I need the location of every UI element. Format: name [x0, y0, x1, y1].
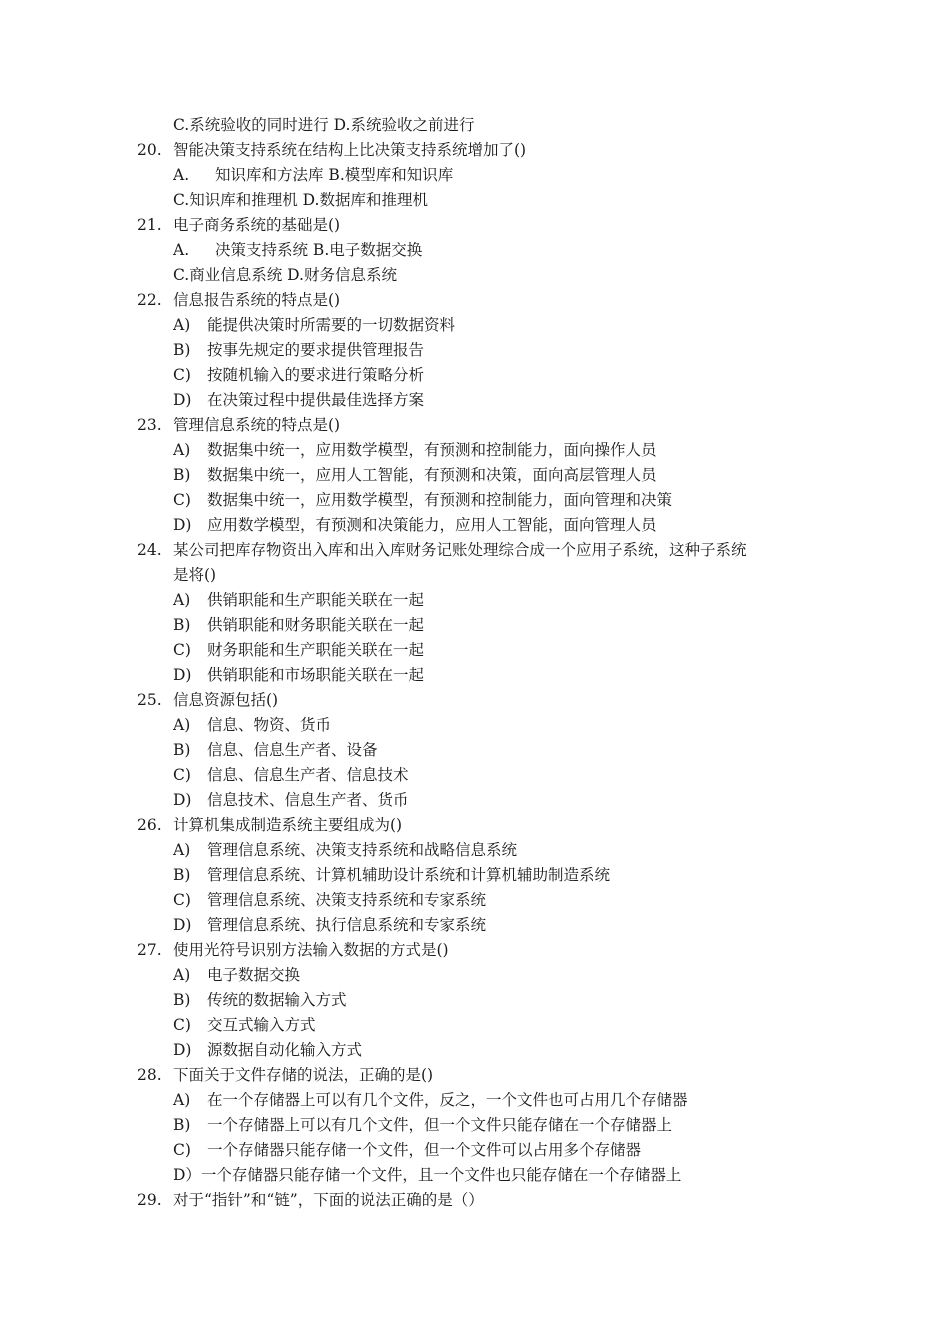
option-line: [0, 888, 950, 913]
option-letter: D): [173, 791, 192, 809]
option-line: [0, 388, 950, 413]
option-line: [0, 263, 950, 288]
option-line: [0, 1088, 950, 1113]
question-line: [0, 138, 950, 163]
option-line: [0, 763, 950, 788]
option-letter: A): [173, 716, 191, 734]
option-text: 一个存储器上可以有几个文件，但一个文件只能存储在一个存储器上: [207, 1116, 673, 1134]
option-letter: A): [173, 316, 191, 334]
option-line: [0, 363, 950, 388]
question-line: [0, 1063, 950, 1088]
option-text: 电子数据交换: [207, 966, 301, 984]
question-text: 下面关于文件存储的说法，正确的是(): [173, 1066, 434, 1084]
question-list: [0, 113, 950, 1213]
question-text: 使用光符号识别方法输入数据的方式是(): [173, 941, 449, 959]
option-text: 数据集中统一，应用数学模型，有预测和控制能力，面向操作人员: [207, 441, 657, 459]
option-letter: C): [173, 366, 191, 384]
option-letter: A.: [173, 166, 190, 184]
option-text: 按事先规定的要求提供管理报告: [207, 341, 425, 359]
option-letter: A.: [173, 241, 190, 259]
option-text: 供销职能和市场职能关联在一起: [207, 666, 425, 684]
option-line: [0, 188, 950, 213]
option-text: 管理信息系统、计算机辅助设计系统和计算机辅助制造系统: [207, 866, 611, 884]
option-letter: C): [173, 491, 191, 509]
option-text: 应用数学模型，有预测和决策能力，应用人工智能，面向管理人员: [207, 516, 657, 534]
option-text: 交互式输入方式: [207, 1016, 316, 1034]
option-letter: A): [173, 1091, 191, 1109]
option-line: [0, 863, 950, 888]
option-letter: C): [173, 1141, 191, 1159]
question-number: 27.: [137, 941, 162, 959]
option-line: [0, 488, 950, 513]
option-line: [0, 338, 950, 363]
option-letter: C): [173, 1016, 191, 1034]
question-text: 对于“指针”和“链”，下面的说法正确的是（）: [173, 1191, 484, 1209]
question-text: 智能决策支持系统在结构上比决策支持系统增加了(): [173, 141, 527, 159]
option-line: [0, 788, 950, 813]
option-line: [0, 163, 950, 188]
option-letter: B): [173, 466, 191, 484]
question-number: 26.: [137, 816, 162, 834]
option-letter: D): [173, 916, 192, 934]
option-letter: B): [173, 866, 191, 884]
question-continuation: [0, 563, 950, 588]
option-line: [0, 638, 950, 663]
option-text: C.知识库和推理机 D.数据库和推理机: [173, 191, 428, 209]
option-letter: D): [173, 666, 192, 684]
option-text: 在一个存储器上可以有几个文件，反之，一个文件也可占用几个存储器: [207, 1091, 688, 1109]
question-text: 计算机集成制造系统主要组成为(): [173, 816, 403, 834]
question-text: 管理信息系统的特点是(): [173, 416, 341, 434]
option-text: 决策支持系统 B.电子数据交换: [215, 241, 423, 259]
option-line: [0, 588, 950, 613]
option-line: [0, 713, 950, 738]
option-line: [0, 613, 950, 638]
option-line: [0, 913, 950, 938]
option-text: 信息技术、信息生产者、货币: [207, 791, 409, 809]
option-text: 信息、信息生产者、信息技术: [207, 766, 409, 784]
option-letter: A): [173, 591, 191, 609]
option-text: 财务职能和生产职能关联在一起: [207, 641, 425, 659]
option-letter: D): [173, 516, 192, 534]
option-text: 数据集中统一，应用数学模型，有预测和控制能力，面向管理和决策: [207, 491, 673, 509]
option-text: 供销职能和生产职能关联在一起: [207, 591, 425, 609]
option-letter: C): [173, 891, 191, 909]
option-line: [0, 663, 950, 688]
option-letter: B): [173, 616, 191, 634]
option-line: [0, 1038, 950, 1063]
question-line: [0, 413, 950, 438]
question-text: 是将(): [173, 566, 217, 584]
question-line: [0, 938, 950, 963]
option-text: C.系统验收的同时进行 D.系统验收之前进行: [173, 116, 475, 134]
question-text: 信息报告系统的特点是(): [173, 291, 341, 309]
option-text: 一个存储器只能存储一个文件，但一个文件可以占用多个存储器: [207, 1141, 642, 1159]
option-text: 管理信息系统、执行信息系统和专家系统: [207, 916, 487, 934]
option-letter: B): [173, 1116, 191, 1134]
option-text: 信息、信息生产者、设备: [207, 741, 378, 759]
option-line: [0, 238, 950, 263]
option-letter: D): [173, 391, 192, 409]
question-line: [0, 1188, 950, 1213]
option-line: [0, 1013, 950, 1038]
option-letter: B): [173, 991, 191, 1009]
option-text: 管理信息系统、决策支持系统和战略信息系统: [207, 841, 518, 859]
option-text: 能提供决策时所需要的一切数据资料: [207, 316, 456, 334]
option-letter: D): [173, 1041, 192, 1059]
option-text: 传统的数据输入方式: [207, 991, 347, 1009]
question-line: [0, 213, 950, 238]
option-line: [0, 1138, 950, 1163]
question-number: 23.: [137, 416, 162, 434]
option-line: [0, 738, 950, 763]
option-text: 供销职能和财务职能关联在一起: [207, 616, 425, 634]
option-letter: A): [173, 966, 191, 984]
option-text: D）一个存储器只能存储一个文件，且一个文件也只能存储在一个存储器上: [173, 1166, 682, 1184]
option-text: 在决策过程中提供最佳选择方案: [207, 391, 425, 409]
option-text: 数据集中统一，应用人工智能，有预测和决策，面向高层管理人员: [207, 466, 657, 484]
option-letter: C): [173, 766, 191, 784]
option-text: 按随机输入的要求进行策略分析: [207, 366, 425, 384]
option-line: [0, 463, 950, 488]
option-letter: A): [173, 441, 191, 459]
option-letter: B): [173, 341, 191, 359]
option-text: 信息、物资、货币: [207, 716, 332, 734]
option-line: [0, 1113, 950, 1138]
option-letter: C): [173, 641, 191, 659]
option-text: C.商业信息系统 D.财务信息系统: [173, 266, 397, 284]
option-line: [0, 838, 950, 863]
option-text: 管理信息系统、决策支持系统和专家系统: [207, 891, 487, 909]
option-letter: A): [173, 841, 191, 859]
question-line: [0, 288, 950, 313]
question-number: 21.: [137, 216, 162, 234]
question-line: [0, 688, 950, 713]
question-number: 29.: [137, 1191, 162, 1209]
question-line: [0, 813, 950, 838]
option-line: [0, 988, 950, 1013]
question-text: 某公司把库存物资出入库和出入库财务记账处理综合成一个应用子系统，这种子系统: [173, 541, 747, 559]
option-line: [0, 963, 950, 988]
question-number: 24.: [137, 541, 162, 559]
question-number: 25.: [137, 691, 162, 709]
option-text: 知识库和方法库 B.模型库和知识库: [215, 166, 454, 184]
question-text: 电子商务系统的基础是(): [173, 216, 341, 234]
option-line: [0, 1163, 950, 1188]
question-number: 28.: [137, 1066, 162, 1084]
option-line: [0, 438, 950, 463]
question-number: 20.: [137, 141, 162, 159]
option-text: 源数据自动化输入方式: [207, 1041, 363, 1059]
option-line: [0, 513, 950, 538]
question-text: 信息资源包括(): [173, 691, 279, 709]
question-line: [0, 538, 950, 563]
option-letter: B): [173, 741, 191, 759]
option-line: [0, 313, 950, 338]
option-line: [0, 113, 950, 138]
question-number: 22.: [137, 291, 162, 309]
